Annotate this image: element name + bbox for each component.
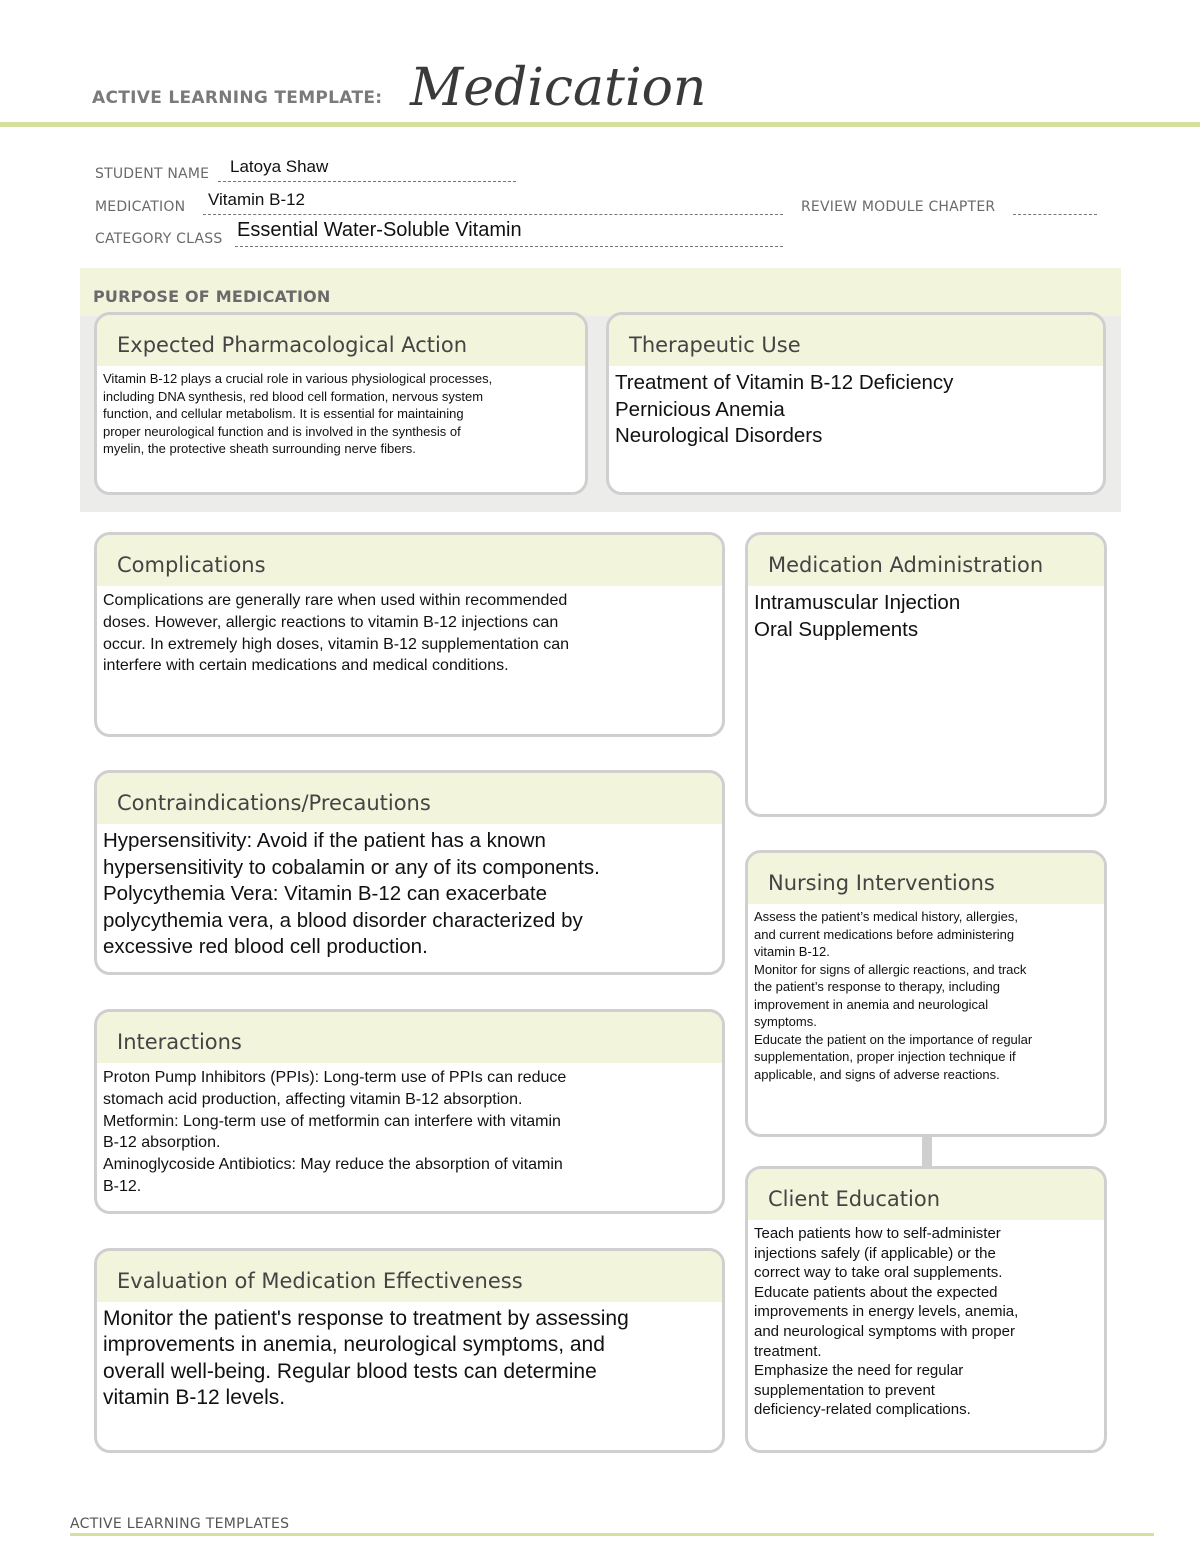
complications-title: Complications — [97, 535, 722, 586]
client-education-card — [745, 1166, 1107, 1453]
category-class-line — [235, 246, 783, 247]
expected-action-card — [94, 312, 588, 495]
therapeutic-use-card — [606, 312, 1106, 495]
review-module-label: REVIEW MODULE CHAPTER — [801, 199, 996, 215]
header-rule — [0, 122, 1200, 127]
interactions-title: Interactions — [97, 1012, 722, 1063]
contraindications-title: Contraindications/Precautions — [97, 773, 722, 824]
client-education-body[interactable]: Teach patients how to self-administer injections safely (if applicable) or the correct way to take oral supplements. Educate patients about the expected improvements in energy levels, anemia, and neurological symptoms with proper treatment. Emphasize the need for regular supplementation to prevent deficiency-related complications. — [754, 1225, 1019, 1419]
template-title: Medication — [410, 58, 707, 118]
nursing-interventions-title: Nursing Interventions — [748, 853, 1104, 904]
complications-card — [94, 532, 725, 737]
expected-action-body[interactable]: Vitamin B-12 plays a crucial role in various physiological processes, including DNA synthesis, red blood cell formation, nervous system function, and cellular metabolism. It is essential for maintaining proper neurological function and is involved in the synthesis of myelin, the protective sheath surrounding nerve fibers. — [103, 371, 493, 456]
evaluation-body[interactable]: Monitor the patient's response to treatment by assessing improvements in anemia, neurological symptoms, and overall well-being. Regular blood tests can determine vitamin B-12 levels. — [103, 1307, 629, 1409]
category-class-label: CATEGORY CLASS — [95, 231, 223, 247]
interactions-body[interactable]: Proton Pump Inhibitors (PPIs): Long-term use of PPIs can reduce stomach acid production, affecting vitamin B-12 absorption. Metformin: Long-term use of metformin can interfere with vitamin B-12 absorption. Aminoglycoside Antibiotics: May reduce the absorption of vitamin B-12. — [103, 1069, 567, 1195]
evaluation-card — [94, 1248, 725, 1453]
review-module-line — [1013, 214, 1097, 215]
medication-label: MEDICATION — [95, 199, 186, 215]
nursing-interventions-card — [745, 850, 1107, 1137]
student-name-label: STUDENT NAME — [95, 166, 210, 182]
client-education-title: Client Education — [748, 1169, 1104, 1220]
student-name-line — [218, 181, 516, 182]
administration-body[interactable]: Intramuscular Injection Oral Supplements — [754, 591, 961, 641]
complications-body[interactable]: Complications are generally rare when used within recommended doses. However, allergic reactions to vitamin B-12 injections can occur. In extremely high doses, vitamin B-12 supplementation can interfere with certain medications and medical conditions. — [103, 592, 570, 675]
medication-line — [203, 214, 783, 215]
contraindications-card — [94, 770, 725, 975]
footer-rule — [70, 1533, 1154, 1536]
category-class-value[interactable]: Essential Water-Soluble Vitamin — [237, 219, 522, 241]
medication-value[interactable]: Vitamin B-12 — [208, 190, 306, 209]
template-label: ACTIVE LEARNING TEMPLATE: — [92, 88, 383, 108]
purpose-title: PURPOSE OF MEDICATION — [93, 287, 331, 306]
contraindications-body[interactable]: Hypersensitivity: Avoid if the patient has a known hypersensitivity to cobalamin or any of its components. Polycythemia Vera: Vitamin B-12 can exacerbate polycythemia vera, a blood disorder characterized by excessive red blood cell production. — [103, 829, 600, 958]
card-connector — [922, 1136, 932, 1166]
interactions-card — [94, 1009, 725, 1214]
administration-title: Medication Administration — [748, 535, 1104, 586]
student-name-value[interactable]: Latoya Shaw — [230, 157, 329, 176]
footer-label: ACTIVE LEARNING TEMPLATES — [70, 1516, 290, 1532]
administration-card — [745, 532, 1107, 817]
expected-action-title: Expected Pharmacological Action — [97, 315, 585, 366]
nursing-interventions-body[interactable]: Assess the patient’s medical history, allergies, and current medications before administering vitamin B-12. Monitor for signs of allergic reactions, and track the patient’s response to therapy, including improvement in anemia and neurological symptoms. Educate the patient on the importance of regular supplementation, proper injection technique if applicable, and signs of adverse reactions. — [754, 909, 1033, 1082]
therapeutic-use-title: Therapeutic Use — [609, 315, 1103, 366]
therapeutic-use-body[interactable]: Treatment of Vitamin B-12 Deficiency Pernicious Anemia Neurological Disorders — [615, 371, 954, 447]
evaluation-title: Evaluation of Medication Effectiveness — [97, 1251, 722, 1302]
